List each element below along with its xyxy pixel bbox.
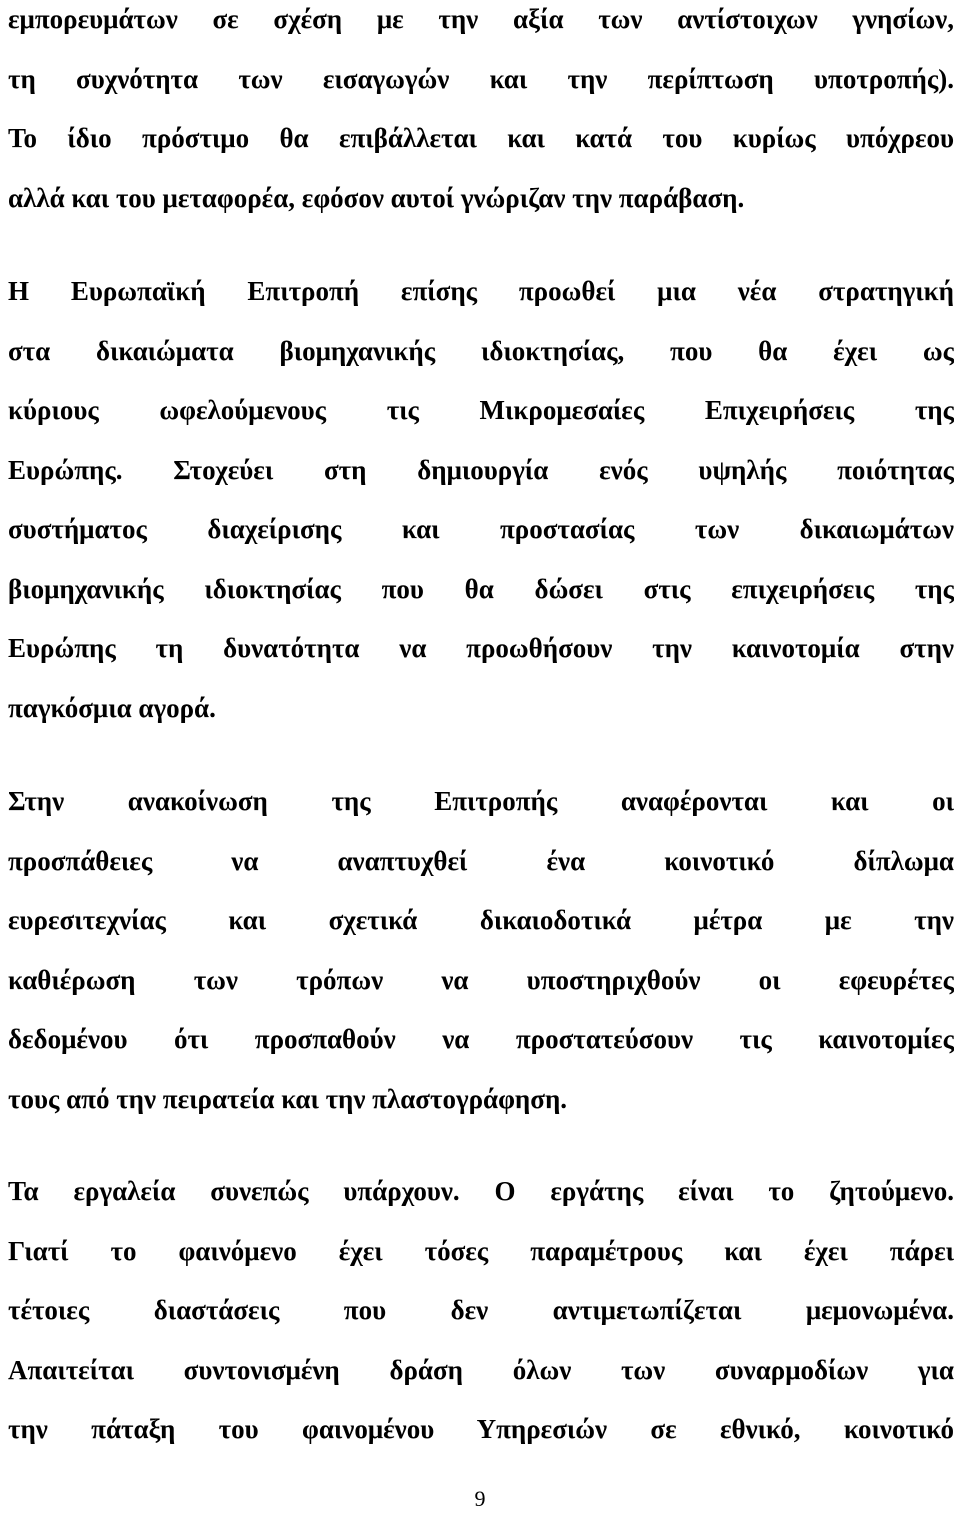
text-line: Απαιτείται συντονισμένη δράση όλων των συναρμοδίων για — [8, 1354, 954, 1385]
text-line: τους από την πειρατεία και την πλαστογράφηση. — [8, 1083, 568, 1114]
paragraph-continuation — [8, 0, 954, 228]
text-line: παγκόσμια αγορά. — [8, 692, 216, 723]
text-line: ευρεσιτεχνίας και σχετικά δικαιοδοτικά μέτρα με την — [8, 905, 954, 935]
text-line: κύριους ωφελούμενους τις Μικρομεσαίες Επιχειρήσεις της — [8, 395, 954, 425]
text-line: την πάταξη του φαινομένου Υπηρεσιών σε εθνικό, κοινοτικό — [8, 1414, 954, 1444]
text-line: Το ίδιο πρόστιμο θα επιβάλλεται και κατά του κυρίως υπόχρεου — [8, 123, 954, 153]
text-line: Γιατί το φαινόμενο έχει τόσες παραμέτρους και έχει πάρει — [8, 1235, 954, 1266]
text-line: συστήματος διαχείρισης και προστασίας των δικαιωμάτων — [8, 514, 954, 544]
text-line: τη συχνότητα των εισαγωγών και την περίπτωση υποτροπής). — [8, 63, 954, 94]
text-line: Η Ευρωπαϊκή Επιτροπή επίσης προωθεί μια νέα στρατηγική — [8, 276, 954, 306]
paragraph-strategy — [8, 262, 954, 738]
text-line: Ευρώπης τη δυνατότητα να προωθήσουν την καινοτομία στην — [8, 633, 954, 663]
page-number: 9 — [474, 1486, 486, 1511]
text-line: Ευρώπης. Στοχεύει στη δημιουργία ενός υψηλής ποιότητας — [8, 454, 954, 485]
text-line: τέτοιες διαστάσεις που δεν αντιμετωπίζεται μεμονωμένα. — [8, 1295, 954, 1325]
text-line: καθιέρωση των τρόπων να υποστηριχθούν οι εφευρέτες — [8, 964, 954, 995]
text-line: στα δικαιώματα βιομηχανικής ιδιοκτησίας, που θα έχει ως — [8, 335, 954, 366]
text-line: βιομηχανικής ιδιοκτησίας που θα δώσει στις επιχειρήσεις της — [8, 573, 954, 604]
text-line: Στην ανακοίνωση της Επιτροπής αναφέρονται και οι — [8, 786, 954, 816]
text-line: δεδομένου ότι προσπαθούν να προστατεύσουν τις καινοτομίες — [8, 1024, 954, 1054]
text-line: προσπάθειες να αναπτυχθεί ένα κοινοτικό δίπλωμα — [8, 845, 954, 876]
text-line: Τα εργαλεία συνεπώς υπάρχουν. Ο εργάτης είναι το ζητούμενο. — [8, 1176, 954, 1206]
text-line: εμπορευμάτων σε σχέση με την αξία των αντίστοιχων γνησίων, — [8, 4, 954, 34]
text-line: αλλά και του μεταφορέα, εφόσον αυτοί γνώριζαν την παράβαση. — [8, 182, 745, 213]
paragraph-announcement — [8, 772, 954, 1129]
paragraph-tools — [8, 1162, 954, 1460]
